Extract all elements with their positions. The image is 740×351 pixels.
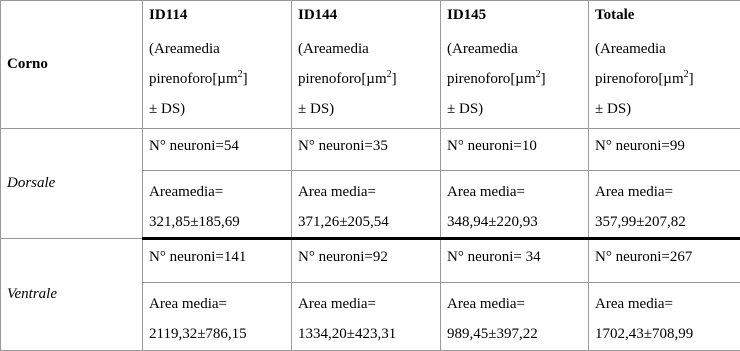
group-label-ventrale: Ventrale bbox=[1, 239, 143, 351]
header-text: ± DS) bbox=[595, 94, 734, 124]
area-label: Area media= bbox=[298, 177, 434, 207]
neuron-count-cell: N° neuroni=267 bbox=[589, 239, 740, 283]
area-value: 357,99±207,82 bbox=[595, 207, 734, 237]
unit: [µm$^2$] bbox=[361, 71, 396, 87]
column-header-id145 bbox=[441, 1, 589, 129]
area-cell bbox=[292, 283, 441, 351]
table-row bbox=[1, 129, 740, 171]
header-row bbox=[1, 1, 740, 129]
area-value: 989,45±397,22 bbox=[447, 319, 582, 349]
area-cell bbox=[589, 171, 740, 239]
group-label-dorsale: Dorsale bbox=[1, 129, 143, 239]
area-cell bbox=[143, 171, 292, 239]
area-value: 348,94±220,93 bbox=[447, 207, 582, 237]
neuron-count-cell: N° neuroni= 34 bbox=[441, 239, 589, 283]
header-text: ± DS) bbox=[149, 94, 285, 124]
area-label: Area media= bbox=[447, 177, 582, 207]
corno-header: Corno bbox=[1, 1, 143, 129]
header-text: pirenoforo bbox=[595, 71, 658, 87]
header-text: pirenoforo bbox=[149, 71, 212, 87]
header-text: media bbox=[481, 41, 518, 57]
area-label: Area media= bbox=[447, 289, 582, 319]
area-cell bbox=[441, 171, 589, 239]
column-header-id114 bbox=[143, 1, 292, 129]
header-text: media bbox=[629, 41, 666, 57]
area-value: 321,85±185,69 bbox=[149, 207, 285, 237]
neuron-count-cell: N° neuroni=141 bbox=[143, 239, 292, 283]
area-cell bbox=[441, 283, 589, 351]
column-title: Totale bbox=[595, 5, 734, 26]
area-value: 1702,43±708,99 bbox=[595, 319, 734, 349]
unit: [µm$^2$] bbox=[658, 71, 693, 87]
header-text: ± DS) bbox=[298, 94, 434, 124]
header-text: pirenoforo bbox=[447, 71, 510, 87]
neuron-count-cell: N° neuroni=92 bbox=[292, 239, 441, 283]
table-row bbox=[1, 239, 740, 283]
header-text: pirenoforo bbox=[298, 71, 361, 87]
column-header-id144 bbox=[292, 1, 441, 129]
unit: [µm$^2$] bbox=[510, 71, 545, 87]
area-label: Area media= bbox=[298, 289, 434, 319]
area-cell bbox=[143, 283, 292, 351]
unit: [µm$^2$] bbox=[212, 71, 247, 87]
header-text: media bbox=[183, 41, 220, 57]
neuron-count-cell: N° neuroni=99 bbox=[589, 129, 740, 171]
header-text: ± DS) bbox=[447, 94, 582, 124]
area-value: 2119,32±786,15 bbox=[149, 319, 285, 349]
neuron-count-cell: N° neuroni=10 bbox=[441, 129, 589, 171]
column-title: ID145 bbox=[447, 5, 582, 26]
area-value: 1334,20±423,31 bbox=[298, 319, 434, 349]
area-label: Area media= bbox=[595, 177, 734, 207]
neuron-count-cell: N° neuroni=35 bbox=[292, 129, 441, 171]
header-text: (Area bbox=[595, 41, 629, 57]
header-text: (Area bbox=[298, 41, 332, 57]
area-cell bbox=[589, 283, 740, 351]
area-label: Area bbox=[149, 184, 178, 200]
header-text: (Area bbox=[447, 41, 481, 57]
header-text: media bbox=[332, 41, 369, 57]
area-label: Area media= bbox=[595, 289, 734, 319]
column-title: ID114 bbox=[149, 5, 285, 26]
header-text: (Area bbox=[149, 41, 183, 57]
column-title: ID144 bbox=[298, 5, 434, 26]
area-label: Area media= bbox=[149, 289, 285, 319]
area-label: media= bbox=[178, 184, 223, 200]
column-header-totale bbox=[589, 1, 740, 129]
area-cell bbox=[292, 171, 441, 239]
neuron-count-cell: N° neuroni=54 bbox=[143, 129, 292, 171]
area-value: 371,26±205,54 bbox=[298, 207, 434, 237]
